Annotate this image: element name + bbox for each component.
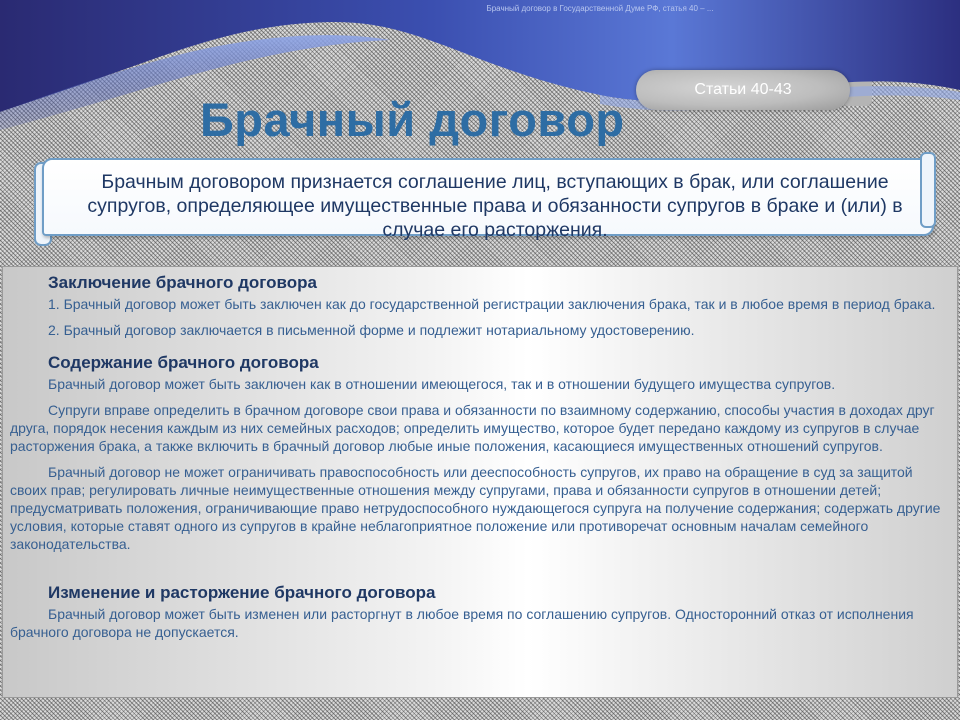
section-title-change: Изменение и расторжение брачного договора bbox=[48, 583, 436, 602]
paragraph: Брачный договор не может ограничивать правоспособность или дееспособность супругов, их право на обращение в суд за защитой своих прав; регулировать личные неимущественные отношения между супругами, права и обязанности супругов в отношении детей; предусматривать положения, ограничивающие право нетрудоспособного нуждающегося супруга на получение содержания; содержать другие условия, которые ставят одного из супругов в крайне неблагоприятное положение или противоречат основным началам семейного законодательства. bbox=[10, 464, 941, 552]
paragraph: 1. Брачный договор может быть заключен как до государственной регистрации заключения брака, так и в любое время в период брака. bbox=[48, 296, 936, 312]
definition-scroll bbox=[34, 152, 936, 244]
section-title-content: Содержание брачного договора bbox=[48, 353, 319, 372]
section-title-conclusion: Заключение брачного договора bbox=[48, 273, 317, 292]
paragraph: Брачный договор может быть заключен как в отношении имеющегося, так и в отношении будущего имущества супругов. bbox=[48, 376, 836, 392]
content-panel bbox=[2, 266, 958, 698]
scroll-body bbox=[42, 158, 934, 241]
definition-text: Брачным договором признается соглашение лиц, вступающих в брак, или соглашение супругов, определяющее имущественные права и обязанности супругов в браке и (или) в случае его расторжения. bbox=[87, 171, 903, 241]
content-panel-inner bbox=[10, 273, 950, 641]
scroll-curl-right bbox=[920, 152, 936, 228]
page-title: Брачный договор bbox=[200, 93, 625, 146]
paragraph: 2. Брачный договор заключается в письменной форме и подлежит нотариальному удостоверению. bbox=[48, 322, 695, 338]
articles-badge: Статьи 40-43 bbox=[636, 70, 850, 110]
paragraph: Супруги вправе определить в брачном договоре свои права и обязанности по взаимному содержанию, способы участия в доходах друг друга, порядок несения каждым из них семейных расходов; определить имущество, которое будет передано каждому из супругов в случае расторжения брака, а также включить в брачный договор любые иные положения, касающиеся имущественных отношений супругов. bbox=[10, 402, 935, 454]
paragraph: Брачный договор может быть изменен или расторгнут в любое время по соглашению супругов. Односторонний отказ от исполнения брачного договора не допускается. bbox=[10, 606, 914, 640]
header-caption: Брачный договор в Государственной Думе РФ, cтатья 40 – ... bbox=[486, 4, 714, 13]
